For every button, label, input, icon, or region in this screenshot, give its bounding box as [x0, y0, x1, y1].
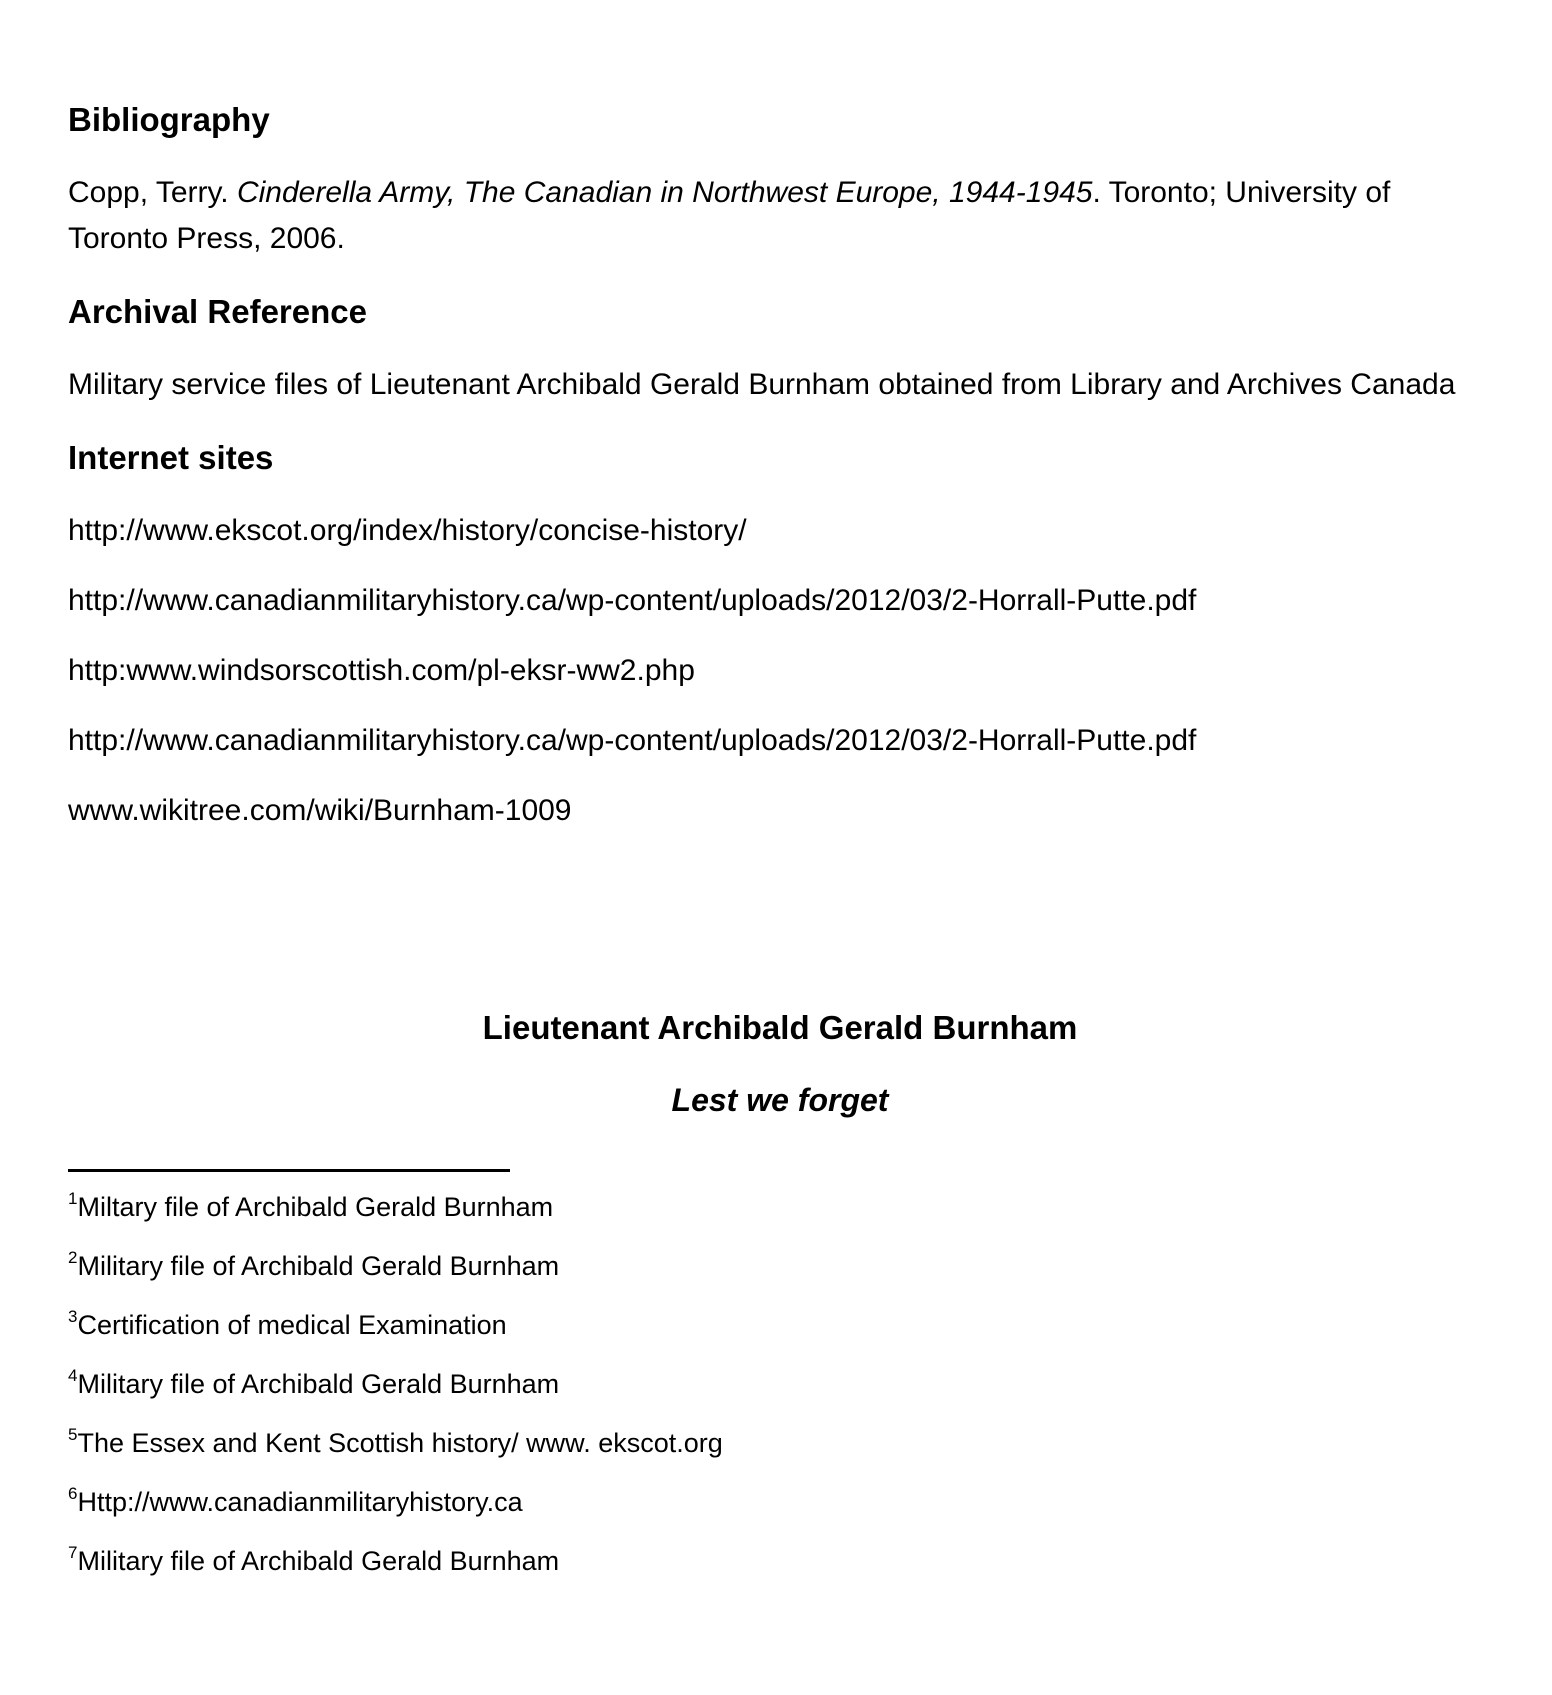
footnote-text: Military file of Archibald Gerald Burnham — [77, 1546, 560, 1576]
footnote-number: 1 — [68, 1189, 78, 1208]
bibliography-heading: Bibliography — [68, 101, 270, 138]
footnote-number: 4 — [68, 1366, 78, 1385]
footnote-number: 7 — [68, 1543, 78, 1562]
memorial-motto: Lest we forget — [671, 1082, 889, 1118]
footnote-number: 3 — [68, 1307, 78, 1326]
internet-site-url-5: www.wikitree.com/wiki/Burnham-1009 — [68, 794, 572, 827]
footnote-text: Military file of Archibald Gerald Burnham — [77, 1251, 560, 1281]
footnote-number: 6 — [68, 1484, 78, 1503]
bibliography-entry-publication: . Toronto; University of Toronto Press, 2006. — [68, 176, 1391, 255]
footnote-text: Miltary file of Archibald Gerald Burnham — [77, 1192, 554, 1222]
footnote-number: 5 — [68, 1425, 78, 1444]
archival-reference-text: Military service files of Lieutenant Archibald Gerald Burnham obtained from Library and Archives Canada — [68, 368, 1456, 401]
internet-site-url-4: http://www.canadianmilitaryhistory.ca/wp-content/uploads/2012/03/2-Horrall-Putte.pdf — [68, 724, 1197, 757]
footnote-4 — [68, 1367, 1492, 1401]
footnote-number: 2 — [68, 1248, 78, 1267]
footnote-3 — [68, 1308, 1492, 1342]
memorial-title: Lieutenant Archibald Gerald Burnham — [482, 1009, 1078, 1046]
bibliography-entry — [68, 170, 1492, 262]
footnote-text: Http://www.canadianmilitaryhistory.ca — [77, 1487, 523, 1517]
bibliography-entry-title: Cinderella Army, The Canadian in Northwest Europe, 1944-1945 — [236, 176, 1093, 209]
footnotes-block — [68, 1190, 1492, 1578]
footnote-text: Military file of Archibald Gerald Burnham — [77, 1369, 560, 1399]
footnote-separator — [68, 1169, 510, 1172]
footnote-2 — [68, 1249, 1492, 1283]
internet-site-url-1: http://www.ekscot.org/index/history/concise-history/ — [68, 514, 747, 547]
bibliography-entry-author: Copp, Terry. — [68, 176, 237, 209]
internet-sites-heading: Internet sites — [68, 439, 274, 476]
internet-site-url-3: http:www.windsorscottish.com/pl-eksr-ww2.php — [68, 654, 695, 687]
footnote-7 — [68, 1544, 1492, 1578]
footnote-6 — [68, 1485, 1492, 1519]
footnote-1 — [68, 1190, 1492, 1224]
footnote-text: Certification of medical Examination — [77, 1310, 507, 1340]
footnote-5 — [68, 1426, 1492, 1460]
internet-site-url-2: http://www.canadianmilitaryhistory.ca/wp-content/uploads/2012/03/2-Horrall-Putte.pdf — [68, 584, 1197, 617]
archival-reference-heading: Archival Reference — [68, 293, 367, 330]
footnote-text: The Essex and Kent Scottish history/ www. ekscot.org — [77, 1428, 723, 1458]
